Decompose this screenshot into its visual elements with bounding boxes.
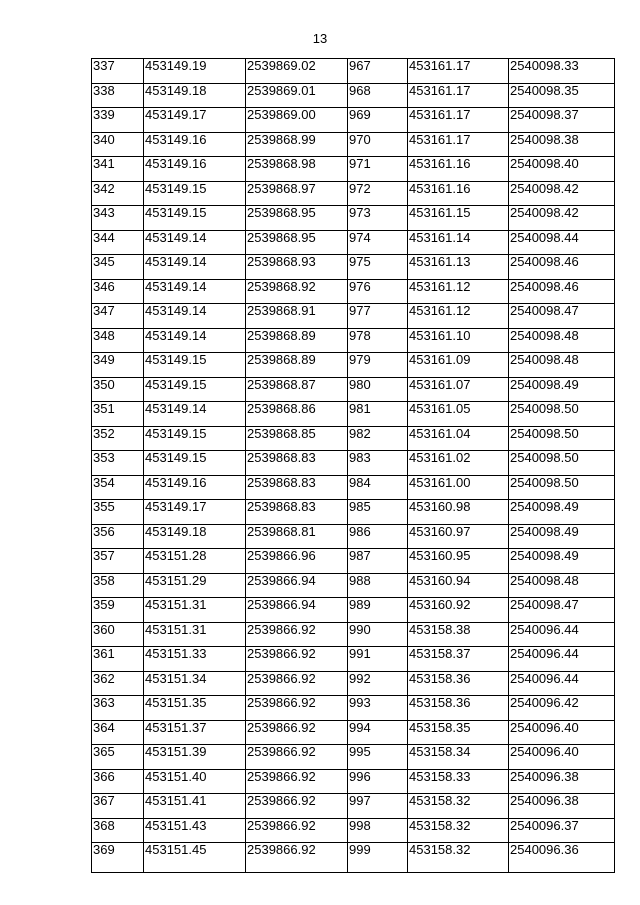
y-coordinate-left-cell: 2539868.95 <box>246 206 348 231</box>
x-coordinate-right-cell: 453161.00 <box>408 475 509 500</box>
y-coordinate-left-cell: 2539866.92 <box>246 696 348 721</box>
x-coordinate-right-cell: 453161.02 <box>408 451 509 476</box>
table-row <box>92 83 615 108</box>
point-number-right-cell: 981 <box>348 402 408 427</box>
point-number-right-cell: 987 <box>348 549 408 574</box>
x-coordinate-left-cell: 453149.14 <box>144 402 246 427</box>
table-row <box>92 181 615 206</box>
table-row <box>92 426 615 451</box>
y-coordinate-right-cell: 2540098.42 <box>509 181 615 206</box>
y-coordinate-left-cell: 2539868.86 <box>246 402 348 427</box>
x-coordinate-left-cell: 453151.41 <box>144 794 246 819</box>
y-coordinate-left-cell: 2539866.92 <box>246 745 348 770</box>
x-coordinate-left-cell: 453149.19 <box>144 59 246 84</box>
point-number-left-cell: 367 <box>92 794 144 819</box>
point-number-left-cell: 356 <box>92 524 144 549</box>
y-coordinate-left-cell: 2539866.94 <box>246 598 348 623</box>
y-coordinate-left-cell: 2539866.92 <box>246 720 348 745</box>
page-number: 13 <box>312 31 328 46</box>
table-row <box>92 108 615 133</box>
point-number-right-cell: 982 <box>348 426 408 451</box>
y-coordinate-right-cell: 2540098.47 <box>509 304 615 329</box>
y-coordinate-right-cell: 2540096.42 <box>509 696 615 721</box>
x-coordinate-left-cell: 453149.15 <box>144 426 246 451</box>
x-coordinate-right-cell: 453161.10 <box>408 328 509 353</box>
point-number-left-cell: 360 <box>92 622 144 647</box>
x-coordinate-left-cell: 453151.40 <box>144 769 246 794</box>
y-coordinate-left-cell: 2539866.92 <box>246 818 348 843</box>
x-coordinate-left-cell: 453151.35 <box>144 696 246 721</box>
table-row <box>92 769 615 794</box>
point-number-right-cell: 972 <box>348 181 408 206</box>
x-coordinate-right-cell: 453158.38 <box>408 622 509 647</box>
y-coordinate-right-cell: 2540098.50 <box>509 475 615 500</box>
x-coordinate-right-cell: 453158.32 <box>408 843 509 873</box>
x-coordinate-left-cell: 453149.15 <box>144 377 246 402</box>
table-row <box>92 328 615 353</box>
point-number-left-cell: 357 <box>92 549 144 574</box>
x-coordinate-right-cell: 453158.34 <box>408 745 509 770</box>
x-coordinate-left-cell: 453151.28 <box>144 549 246 574</box>
point-number-right-cell: 967 <box>348 59 408 84</box>
x-coordinate-right-cell: 453160.97 <box>408 524 509 549</box>
x-coordinate-right-cell: 453160.98 <box>408 500 509 525</box>
point-number-right-cell: 994 <box>348 720 408 745</box>
point-number-right-cell: 980 <box>348 377 408 402</box>
y-coordinate-left-cell: 2539869.01 <box>246 83 348 108</box>
point-number-left-cell: 343 <box>92 206 144 231</box>
y-coordinate-left-cell: 2539868.83 <box>246 451 348 476</box>
point-number-right-cell: 996 <box>348 769 408 794</box>
y-coordinate-right-cell: 2540098.49 <box>509 524 615 549</box>
y-coordinate-right-cell: 2540098.49 <box>509 500 615 525</box>
point-number-right-cell: 969 <box>348 108 408 133</box>
y-coordinate-left-cell: 2539868.85 <box>246 426 348 451</box>
table-row <box>92 696 615 721</box>
y-coordinate-left-cell: 2539866.96 <box>246 549 348 574</box>
point-number-left-cell: 349 <box>92 353 144 378</box>
x-coordinate-right-cell: 453161.15 <box>408 206 509 231</box>
point-number-left-cell: 352 <box>92 426 144 451</box>
point-number-left-cell: 350 <box>92 377 144 402</box>
x-coordinate-left-cell: 453151.43 <box>144 818 246 843</box>
table-row <box>92 279 615 304</box>
x-coordinate-right-cell: 453161.13 <box>408 255 509 280</box>
point-number-right-cell: 970 <box>348 132 408 157</box>
point-number-left-cell: 365 <box>92 745 144 770</box>
point-number-right-cell: 999 <box>348 843 408 873</box>
table-row <box>92 524 615 549</box>
x-coordinate-right-cell: 453161.07 <box>408 377 509 402</box>
x-coordinate-right-cell: 453158.36 <box>408 671 509 696</box>
y-coordinate-right-cell: 2540098.49 <box>509 377 615 402</box>
y-coordinate-right-cell: 2540096.40 <box>509 745 615 770</box>
y-coordinate-right-cell: 2540098.40 <box>509 157 615 182</box>
point-number-left-cell: 353 <box>92 451 144 476</box>
point-number-left-cell: 366 <box>92 769 144 794</box>
y-coordinate-left-cell: 2539866.92 <box>246 794 348 819</box>
y-coordinate-right-cell: 2540098.46 <box>509 255 615 280</box>
y-coordinate-left-cell: 2539866.94 <box>246 573 348 598</box>
y-coordinate-right-cell: 2540098.48 <box>509 573 615 598</box>
x-coordinate-left-cell: 453151.29 <box>144 573 246 598</box>
point-number-right-cell: 974 <box>348 230 408 255</box>
table-row <box>92 377 615 402</box>
x-coordinate-right-cell: 453161.16 <box>408 157 509 182</box>
x-coordinate-left-cell: 453149.14 <box>144 230 246 255</box>
point-number-left-cell: 369 <box>92 843 144 873</box>
y-coordinate-right-cell: 2540096.36 <box>509 843 615 873</box>
x-coordinate-right-cell: 453161.09 <box>408 353 509 378</box>
table-row <box>92 671 615 696</box>
x-coordinate-left-cell: 453149.18 <box>144 83 246 108</box>
y-coordinate-left-cell: 2539866.92 <box>246 647 348 672</box>
point-number-right-cell: 984 <box>348 475 408 500</box>
y-coordinate-left-cell: 2539869.02 <box>246 59 348 84</box>
x-coordinate-right-cell: 453158.35 <box>408 720 509 745</box>
x-coordinate-right-cell: 453161.17 <box>408 59 509 84</box>
point-number-left-cell: 342 <box>92 181 144 206</box>
y-coordinate-left-cell: 2539866.92 <box>246 843 348 873</box>
x-coordinate-right-cell: 453158.32 <box>408 794 509 819</box>
y-coordinate-right-cell: 2540096.37 <box>509 818 615 843</box>
x-coordinate-right-cell: 453161.12 <box>408 279 509 304</box>
x-coordinate-left-cell: 453151.45 <box>144 843 246 873</box>
x-coordinate-left-cell: 453149.14 <box>144 304 246 329</box>
y-coordinate-right-cell: 2540098.44 <box>509 230 615 255</box>
y-coordinate-right-cell: 2540098.38 <box>509 132 615 157</box>
y-coordinate-left-cell: 2539868.92 <box>246 279 348 304</box>
y-coordinate-right-cell: 2540098.35 <box>509 83 615 108</box>
table-row <box>92 451 615 476</box>
table-row <box>92 500 615 525</box>
y-coordinate-right-cell: 2540098.49 <box>509 549 615 574</box>
point-number-right-cell: 976 <box>348 279 408 304</box>
point-number-left-cell: 359 <box>92 598 144 623</box>
x-coordinate-right-cell: 453160.94 <box>408 573 509 598</box>
x-coordinate-right-cell: 453161.05 <box>408 402 509 427</box>
x-coordinate-left-cell: 453149.16 <box>144 132 246 157</box>
table-row <box>92 230 615 255</box>
point-number-left-cell: 341 <box>92 157 144 182</box>
x-coordinate-right-cell: 453161.17 <box>408 132 509 157</box>
table-row <box>92 720 615 745</box>
x-coordinate-left-cell: 453149.14 <box>144 255 246 280</box>
point-number-right-cell: 971 <box>348 157 408 182</box>
x-coordinate-right-cell: 453158.37 <box>408 647 509 672</box>
x-coordinate-left-cell: 453149.14 <box>144 328 246 353</box>
x-coordinate-left-cell: 453151.33 <box>144 647 246 672</box>
table-row <box>92 549 615 574</box>
table-row <box>92 843 615 873</box>
point-number-left-cell: 344 <box>92 230 144 255</box>
point-number-left-cell: 340 <box>92 132 144 157</box>
x-coordinate-left-cell: 453149.15 <box>144 451 246 476</box>
y-coordinate-right-cell: 2540096.40 <box>509 720 615 745</box>
point-number-left-cell: 347 <box>92 304 144 329</box>
point-number-right-cell: 995 <box>348 745 408 770</box>
x-coordinate-right-cell: 453158.32 <box>408 818 509 843</box>
y-coordinate-right-cell: 2540096.44 <box>509 647 615 672</box>
point-number-right-cell: 983 <box>348 451 408 476</box>
x-coordinate-right-cell: 453158.36 <box>408 696 509 721</box>
point-number-right-cell: 968 <box>348 83 408 108</box>
x-coordinate-left-cell: 453151.37 <box>144 720 246 745</box>
point-number-right-cell: 993 <box>348 696 408 721</box>
y-coordinate-left-cell: 2539869.00 <box>246 108 348 133</box>
x-coordinate-right-cell: 453161.04 <box>408 426 509 451</box>
x-coordinate-right-cell: 453160.95 <box>408 549 509 574</box>
x-coordinate-left-cell: 453149.16 <box>144 475 246 500</box>
y-coordinate-left-cell: 2539866.92 <box>246 671 348 696</box>
y-coordinate-left-cell: 2539868.91 <box>246 304 348 329</box>
y-coordinate-right-cell: 2540098.42 <box>509 206 615 231</box>
point-number-left-cell: 368 <box>92 818 144 843</box>
x-coordinate-left-cell: 453149.16 <box>144 157 246 182</box>
point-number-left-cell: 361 <box>92 647 144 672</box>
coordinates-table <box>91 58 615 873</box>
point-number-right-cell: 975 <box>348 255 408 280</box>
point-number-left-cell: 354 <box>92 475 144 500</box>
x-coordinate-left-cell: 453149.15 <box>144 206 246 231</box>
y-coordinate-left-cell: 2539868.89 <box>246 328 348 353</box>
point-number-left-cell: 346 <box>92 279 144 304</box>
y-coordinate-left-cell: 2539868.81 <box>246 524 348 549</box>
point-number-right-cell: 978 <box>348 328 408 353</box>
point-number-right-cell: 973 <box>348 206 408 231</box>
point-number-right-cell: 992 <box>348 671 408 696</box>
y-coordinate-right-cell: 2540096.44 <box>509 671 615 696</box>
x-coordinate-left-cell: 453149.15 <box>144 353 246 378</box>
x-coordinate-right-cell: 453160.92 <box>408 598 509 623</box>
point-number-right-cell: 979 <box>348 353 408 378</box>
y-coordinate-right-cell: 2540098.50 <box>509 451 615 476</box>
table-row <box>92 573 615 598</box>
y-coordinate-left-cell: 2539868.87 <box>246 377 348 402</box>
point-number-left-cell: 364 <box>92 720 144 745</box>
y-coordinate-left-cell: 2539868.83 <box>246 475 348 500</box>
y-coordinate-left-cell: 2539868.99 <box>246 132 348 157</box>
table-row <box>92 206 615 231</box>
point-number-left-cell: 337 <box>92 59 144 84</box>
point-number-left-cell: 363 <box>92 696 144 721</box>
table-row <box>92 402 615 427</box>
point-number-right-cell: 986 <box>348 524 408 549</box>
point-number-right-cell: 977 <box>348 304 408 329</box>
point-number-left-cell: 345 <box>92 255 144 280</box>
point-number-right-cell: 998 <box>348 818 408 843</box>
y-coordinate-left-cell: 2539868.97 <box>246 181 348 206</box>
point-number-left-cell: 362 <box>92 671 144 696</box>
table-row <box>92 794 615 819</box>
x-coordinate-left-cell: 453149.17 <box>144 500 246 525</box>
point-number-left-cell: 339 <box>92 108 144 133</box>
y-coordinate-right-cell: 2540098.48 <box>509 328 615 353</box>
point-number-left-cell: 355 <box>92 500 144 525</box>
point-number-left-cell: 351 <box>92 402 144 427</box>
x-coordinate-right-cell: 453161.17 <box>408 83 509 108</box>
y-coordinate-left-cell: 2539866.92 <box>246 769 348 794</box>
x-coordinate-right-cell: 453158.33 <box>408 769 509 794</box>
y-coordinate-left-cell: 2539868.93 <box>246 255 348 280</box>
x-coordinate-left-cell: 453151.31 <box>144 598 246 623</box>
x-coordinate-left-cell: 453151.34 <box>144 671 246 696</box>
point-number-right-cell: 991 <box>348 647 408 672</box>
point-number-right-cell: 989 <box>348 598 408 623</box>
x-coordinate-left-cell: 453149.15 <box>144 181 246 206</box>
y-coordinate-right-cell: 2540098.50 <box>509 402 615 427</box>
x-coordinate-left-cell: 453149.14 <box>144 279 246 304</box>
y-coordinate-right-cell: 2540098.48 <box>509 353 615 378</box>
y-coordinate-right-cell: 2540096.38 <box>509 769 615 794</box>
y-coordinate-left-cell: 2539866.92 <box>246 622 348 647</box>
table-row <box>92 255 615 280</box>
coordinates-table-body <box>92 59 615 873</box>
point-number-left-cell: 338 <box>92 83 144 108</box>
table-row <box>92 304 615 329</box>
point-number-left-cell: 358 <box>92 573 144 598</box>
x-coordinate-right-cell: 453161.12 <box>408 304 509 329</box>
table-row <box>92 598 615 623</box>
y-coordinate-right-cell: 2540096.38 <box>509 794 615 819</box>
x-coordinate-left-cell: 453151.31 <box>144 622 246 647</box>
y-coordinate-right-cell: 2540098.37 <box>509 108 615 133</box>
x-coordinate-left-cell: 453149.18 <box>144 524 246 549</box>
table-row <box>92 157 615 182</box>
x-coordinate-right-cell: 453161.14 <box>408 230 509 255</box>
table-row <box>92 353 615 378</box>
table-row <box>92 818 615 843</box>
y-coordinate-left-cell: 2539868.83 <box>246 500 348 525</box>
x-coordinate-left-cell: 453151.39 <box>144 745 246 770</box>
point-number-right-cell: 988 <box>348 573 408 598</box>
x-coordinate-right-cell: 453161.17 <box>408 108 509 133</box>
table-row <box>92 745 615 770</box>
table-row <box>92 647 615 672</box>
point-number-left-cell: 348 <box>92 328 144 353</box>
y-coordinate-right-cell: 2540098.46 <box>509 279 615 304</box>
point-number-right-cell: 985 <box>348 500 408 525</box>
y-coordinate-left-cell: 2539868.89 <box>246 353 348 378</box>
y-coordinate-right-cell: 2540098.47 <box>509 598 615 623</box>
table-row <box>92 475 615 500</box>
table-row <box>92 132 615 157</box>
y-coordinate-right-cell: 2540098.33 <box>509 59 615 84</box>
y-coordinate-right-cell: 2540096.44 <box>509 622 615 647</box>
x-coordinate-right-cell: 453161.16 <box>408 181 509 206</box>
point-number-right-cell: 997 <box>348 794 408 819</box>
y-coordinate-right-cell: 2540098.50 <box>509 426 615 451</box>
y-coordinate-left-cell: 2539868.95 <box>246 230 348 255</box>
table-row <box>92 59 615 84</box>
y-coordinate-left-cell: 2539868.98 <box>246 157 348 182</box>
point-number-right-cell: 990 <box>348 622 408 647</box>
x-coordinate-left-cell: 453149.17 <box>144 108 246 133</box>
table-row <box>92 622 615 647</box>
